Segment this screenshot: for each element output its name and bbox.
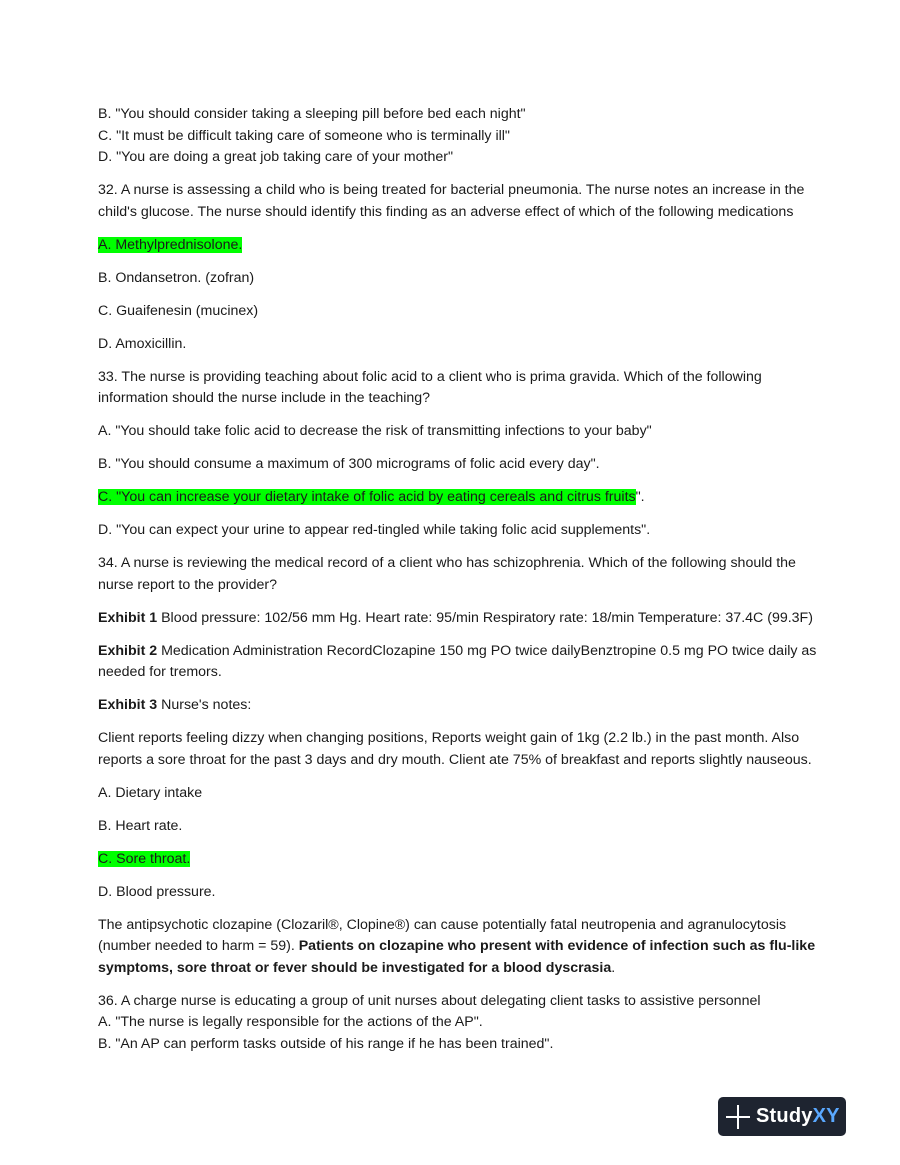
studyxy-logo[interactable] bbox=[718, 1097, 846, 1136]
rationale-text: The antipsychotic clozapine (Clozaril®, Clopine®) can cause potentially fatal neutropenia and agranulocytosis (number needed to harm = 59). bbox=[98, 916, 787, 954]
logo-accent: XY bbox=[812, 1105, 840, 1127]
rationale-emphasis: Patients on clozapine who present with evidence of infection such as flu-like symptoms, sore throat or fever should be investigated for a blood dyscrasia bbox=[98, 938, 816, 976]
logo-text bbox=[756, 1105, 840, 1128]
answer-highlight: C. "You can increase your dietary intake of folic acid by eating cereals and citrus fruits bbox=[98, 489, 636, 505]
question-33-option-b: B. "You should consume a maximum of 300 micrograms of folic acid every day". bbox=[98, 456, 600, 472]
nurses-notes: Client reports feeling dizzy when changing positions, Reports weight gain of 1kg (2.2 lb.) in the past month. Also reports a sore throat for the past 3 days and dry mouth. Client ate 75% of breakfast and reports slightly nauseous. bbox=[98, 730, 812, 768]
exhibit-text: Medication Administration RecordClozapine 150 mg PO twice dailyBenztropine 0.5 mg PO twice daily as needed for tremors. bbox=[98, 642, 817, 680]
question-33-option-c bbox=[98, 487, 818, 509]
exhibit-1 bbox=[98, 608, 818, 630]
question-33-option-d: D. "You can expect your urine to appear red-tingled while taking folic acid supplements". bbox=[98, 522, 651, 538]
document-body bbox=[98, 104, 818, 1067]
question-36-option-a: A. "The nurse is legally responsible for the actions of the AP". bbox=[98, 1014, 483, 1030]
rationale-end: . bbox=[611, 959, 616, 976]
answer-highlight: A. Methylprednisolone. bbox=[98, 236, 243, 253]
exhibit-2 bbox=[98, 641, 818, 684]
exhibit-3 bbox=[98, 695, 818, 717]
question-32-option-a bbox=[98, 235, 818, 257]
question-33-option-a: A. "You should take folic acid to decrease the risk of transmitting infections to your baby" bbox=[98, 423, 652, 439]
question-34-option-c bbox=[98, 849, 818, 871]
exhibit-text: Nurse's notes: bbox=[157, 697, 252, 713]
question-34-option-d: D. Blood pressure. bbox=[98, 883, 216, 900]
question-34-option-b: B. Heart rate. bbox=[98, 817, 183, 834]
question-32-stem: 32. A nurse is assessing a child who is being treated for bacterial pneumonia. The nurse notes an increase in the child's glucose. The nurse should identify this finding as an adverse effect of which of the following medications bbox=[98, 182, 805, 220]
question-32-option-b: B. Ondansetron. (zofran) bbox=[98, 269, 255, 286]
question-34-option-a: A. Dietary intake bbox=[98, 784, 203, 801]
exhibit-label: Exhibit 3 bbox=[98, 697, 158, 713]
option-b: B. "You should consider taking a sleeping pill before bed each night" bbox=[98, 106, 526, 122]
question-34-stem: 34. A nurse is reviewing the medical record of a client who has schizophrenia. Which of the following should the nurse report to the provider? bbox=[98, 555, 796, 593]
question-31-options bbox=[98, 104, 818, 169]
exhibit-label: Exhibit 1 bbox=[98, 609, 158, 626]
rationale bbox=[98, 915, 818, 980]
question-36-option-b: B. "An AP can perform tasks outside of his range if he has been trained". bbox=[98, 1035, 554, 1052]
plus-icon bbox=[726, 1105, 750, 1129]
answer-highlight: C. Sore throat. bbox=[98, 850, 191, 867]
question-36-stem: 36. A charge nurse is educating a group of unit nurses about delegating client tasks to assistive personnel bbox=[98, 992, 761, 1009]
option-tail: ". bbox=[635, 489, 645, 505]
option-c: C. "It must be difficult taking care of someone who is terminally ill" bbox=[98, 127, 510, 144]
exhibit-text: Blood pressure: 102/56 mm Hg. Heart rate: 95/min Respiratory rate: 18/min Temperature: 37.4C (99.3F) bbox=[157, 609, 813, 626]
question-33-stem: 33. The nurse is providing teaching about folic acid to a client who is prima gravida. Which of the following information should the nurse include in the teaching? bbox=[98, 368, 762, 406]
question-36 bbox=[98, 991, 818, 1056]
option-d: D. "You are doing a great job taking care of your mother" bbox=[98, 149, 453, 165]
question-32-option-c: C. Guaifenesin (mucinex) bbox=[98, 302, 259, 319]
question-32-option-d: D. Amoxicillin. bbox=[98, 335, 187, 352]
exhibit-label: Exhibit 2 bbox=[98, 642, 158, 659]
logo-word: Study bbox=[756, 1105, 813, 1127]
